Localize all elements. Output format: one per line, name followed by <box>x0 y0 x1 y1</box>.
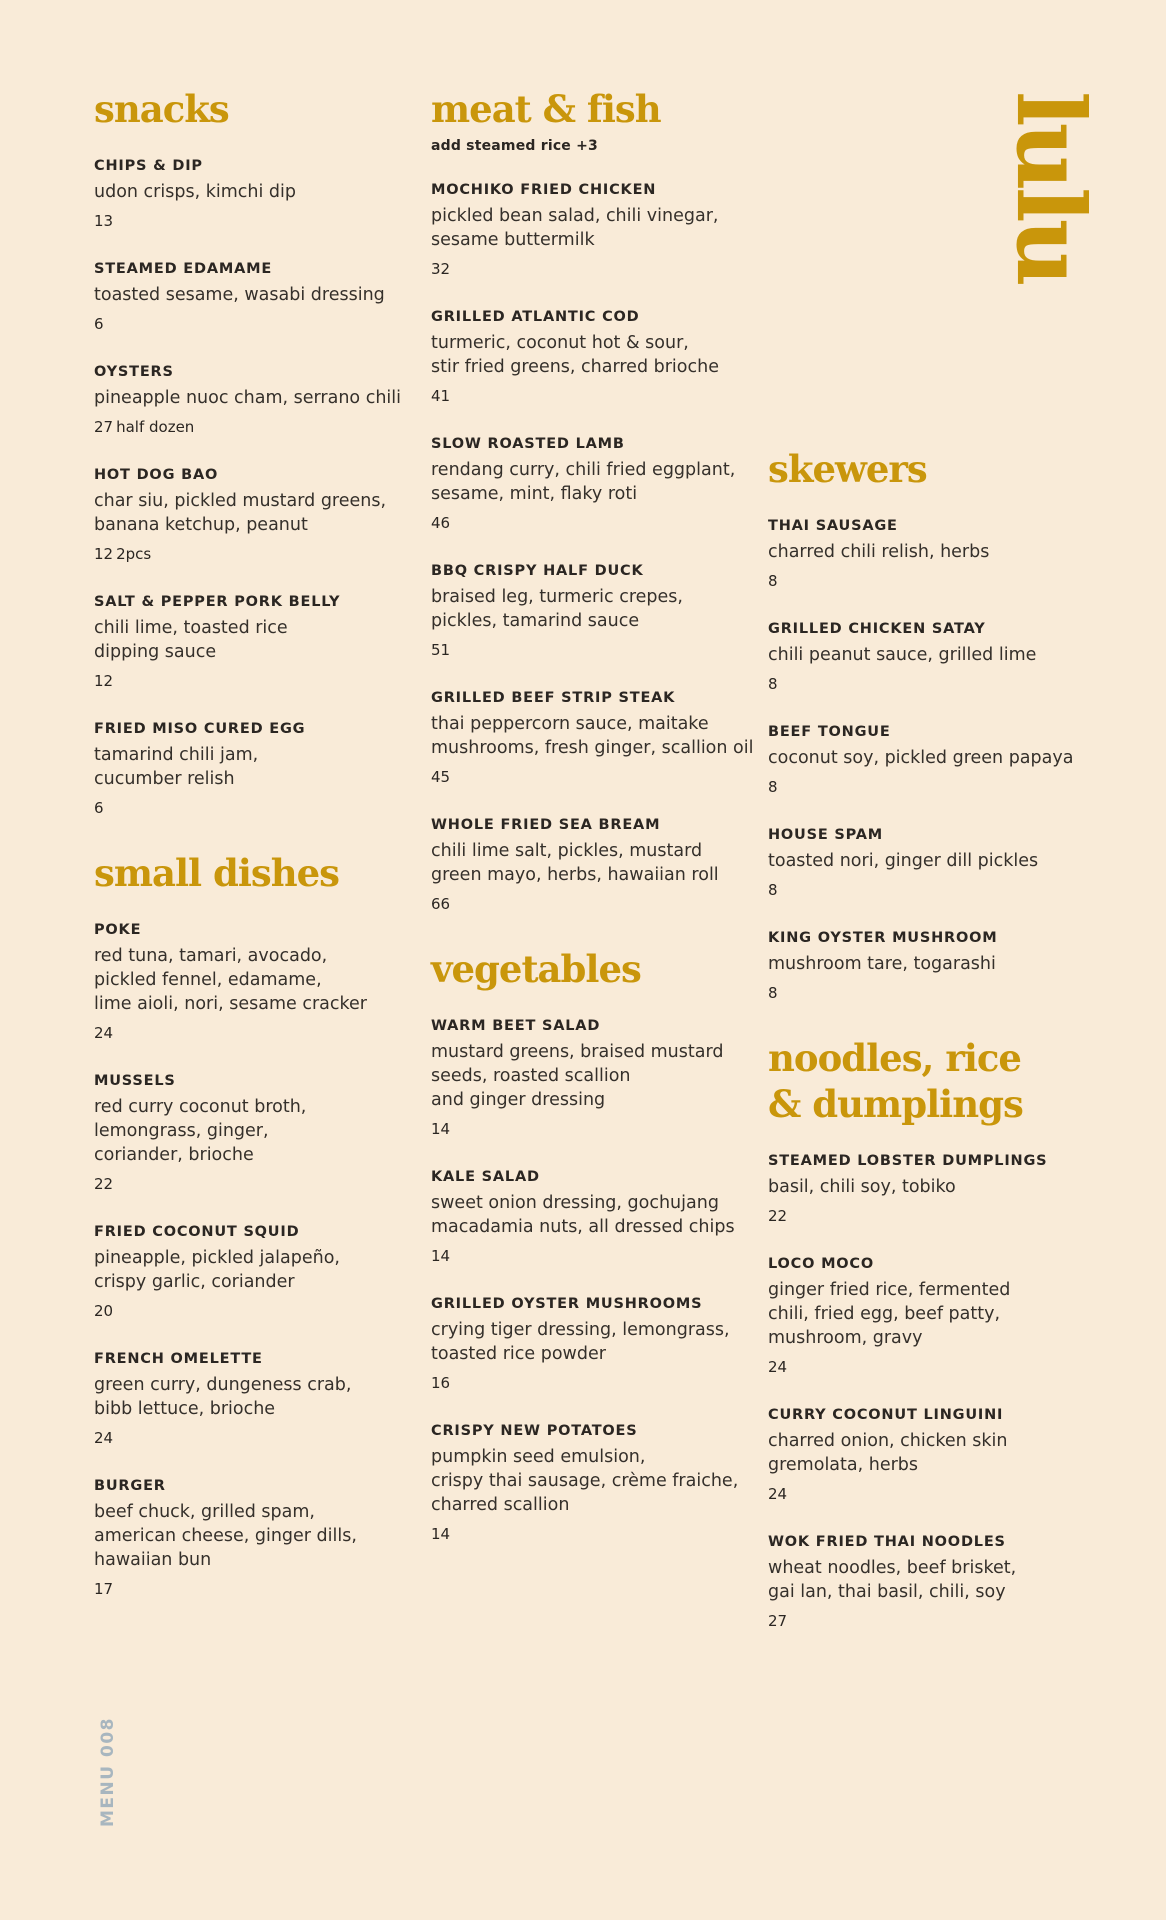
item-name: GRILLED ATLANTIC COD <box>431 309 640 325</box>
item-description: mushroom tare, togarashi <box>768 954 996 974</box>
item-name: POKE <box>94 922 142 938</box>
item-price-row <box>94 1428 414 1448</box>
item-description: chili peanut sauce, grilled lime <box>768 645 1037 665</box>
item-price: 12 <box>94 672 114 690</box>
item-description: pickled bean salad, chili vinegar, sesame buttermilk <box>431 206 719 250</box>
item-price-row <box>768 880 1098 900</box>
item-description: chili lime, toasted rice dipping sauce <box>94 618 288 662</box>
item-price: 6 <box>94 799 104 817</box>
menu-item <box>94 593 414 691</box>
menu-item <box>768 1533 1098 1631</box>
item-description: char siu, pickled mustard greens, banana ketchup, peanut <box>94 491 387 535</box>
item-description: rendang curry, chili fried eggplant, sesame, mint, flaky roti <box>431 460 736 504</box>
item-name: FRIED COCONUT SQUID <box>94 1224 300 1240</box>
item-price: 66 <box>431 895 451 913</box>
section-title: vegetables <box>431 947 641 991</box>
item-price: 8 <box>768 984 778 1002</box>
item-description: coconut soy, pickled green papaya <box>768 748 1074 768</box>
item-description: pumpkin seed emulsion, crispy thai sausage, crème fraiche, charred scallion <box>431 1447 739 1515</box>
item-name: THAI SAUSAGE <box>768 518 898 534</box>
item-name: KING OYSTER MUSHROOM <box>768 930 998 946</box>
item-price: 24 <box>94 1024 114 1042</box>
item-price: 8 <box>768 778 778 796</box>
item-price-row <box>431 1119 761 1139</box>
item-price-row <box>768 777 1098 797</box>
item-name: BURGER <box>94 1478 166 1494</box>
item-name: MUSSELS <box>94 1073 176 1089</box>
item-price-row <box>94 1023 414 1043</box>
menu-item <box>94 720 414 818</box>
item-description: crying tiger dressing, lemongrass, toasted rice powder <box>431 1320 730 1364</box>
item-price-row <box>431 1246 761 1266</box>
item-price-row <box>94 1174 414 1194</box>
item-description: wheat noodles, beef brisket, gai lan, thai basil, chili, soy <box>768 1558 1017 1602</box>
menu-column-1 <box>94 86 414 1599</box>
item-description: red tuna, tamari, avocado, pickled fennel, edamame, lime aioli, nori, sesame cracker <box>94 946 367 1014</box>
item-price: 13 <box>94 212 114 230</box>
item-description: charred onion, chicken skin gremolata, herbs <box>768 1431 1008 1475</box>
item-name: HOUSE SPAM <box>768 827 884 843</box>
item-price-row <box>768 1611 1098 1631</box>
item-name: FRENCH OMELETTE <box>94 1351 263 1367</box>
item-name: OYSTERS <box>94 364 174 380</box>
item-price: 24 <box>768 1358 788 1376</box>
item-price: 6 <box>94 315 104 333</box>
item-price: 27 <box>94 418 114 436</box>
item-name: CRISPY NEW POTATOES <box>431 1423 638 1439</box>
section-title: skewers <box>768 447 927 491</box>
menu-item <box>431 1017 761 1139</box>
item-price: 14 <box>431 1247 451 1265</box>
menu-item <box>94 921 414 1043</box>
item-price: 22 <box>768 1207 788 1225</box>
section-title: noodles, rice & dumplings <box>768 1036 1023 1126</box>
menu-item <box>94 1223 414 1321</box>
item-price: 12 <box>94 545 114 563</box>
menu-item <box>431 1168 761 1266</box>
item-price: 8 <box>768 881 778 899</box>
menu-item <box>431 1295 761 1393</box>
item-price: 45 <box>431 768 451 786</box>
item-price: 51 <box>431 641 451 659</box>
menu-item <box>431 816 761 914</box>
menu-item <box>94 1477 414 1599</box>
item-description: ginger fried rice, fermented chili, fried egg, beef patty, mushroom, gravy <box>768 1280 1011 1348</box>
item-description: thai peppercorn sauce, maitake mushrooms, fresh ginger, scallion oil <box>431 714 754 758</box>
item-name: KALE SALAD <box>431 1169 540 1185</box>
item-name: LOCO MOCO <box>768 1256 874 1272</box>
item-price-row <box>94 798 414 818</box>
item-price-row <box>94 211 414 231</box>
item-price-row <box>768 1206 1098 1226</box>
item-description: pineapple nuoc cham, serrano chili <box>94 388 401 408</box>
item-price-row <box>768 1484 1098 1504</box>
menu-item <box>431 1422 761 1544</box>
item-description: green curry, dungeness crab, bibb lettuce, brioche <box>94 1375 352 1419</box>
menu-item <box>431 562 761 660</box>
item-price: 22 <box>94 1175 114 1193</box>
menu-item <box>94 1072 414 1194</box>
item-price: 14 <box>431 1525 451 1543</box>
menu-item <box>768 826 1098 900</box>
item-description: mustard greens, braised mustard seeds, roasted scallion and ginger dressing <box>431 1042 724 1110</box>
item-price: 8 <box>768 572 778 590</box>
item-price: 24 <box>94 1429 114 1447</box>
item-price-row <box>94 314 414 334</box>
item-price-row <box>431 259 761 279</box>
item-name: STEAMED LOBSTER DUMPLINGS <box>768 1153 1048 1169</box>
item-price-row <box>94 1301 414 1321</box>
item-name: GRILLED CHICKEN SATAY <box>768 621 986 637</box>
item-price: 46 <box>431 514 451 532</box>
menu-item <box>431 689 761 787</box>
item-price-row <box>94 544 414 564</box>
item-name: HOT DOG BAO <box>94 467 219 483</box>
item-price-note: half dozen <box>116 418 195 436</box>
item-price-row <box>431 894 761 914</box>
item-price: 14 <box>431 1120 451 1138</box>
item-price-row <box>94 417 414 437</box>
menu-item <box>431 435 761 533</box>
item-description: basil, chili soy, tobiko <box>768 1177 956 1197</box>
item-description: charred chili relish, herbs <box>768 542 990 562</box>
menu-item <box>94 157 414 231</box>
item-price: 20 <box>94 1302 114 1320</box>
menu-item <box>94 1350 414 1448</box>
menu-item <box>431 181 761 279</box>
item-name: MOCHIKO FRIED CHICKEN <box>431 182 657 198</box>
menu-section <box>768 446 1098 1003</box>
menu-section <box>431 946 761 1544</box>
menu-item <box>768 929 1098 1003</box>
menu-item <box>768 620 1098 694</box>
item-description: tamarind chili jam, cucumber relish <box>94 745 259 789</box>
item-price: 16 <box>431 1374 451 1392</box>
menu-section <box>94 850 414 1599</box>
item-price: 27 <box>768 1612 788 1630</box>
menu-item <box>768 1152 1098 1226</box>
item-price: 24 <box>768 1485 788 1503</box>
section-title: small dishes <box>94 851 339 895</box>
item-name: WARM BEET SALAD <box>431 1018 601 1034</box>
item-name: SALT & PEPPER PORK BELLY <box>94 594 341 610</box>
item-name: CURRY COCONUT LINGUINI <box>768 1407 1004 1423</box>
item-name: FRIED MISO CURED EGG <box>94 721 306 737</box>
item-price-row <box>768 983 1098 1003</box>
item-description: udon crisps, kimchi dip <box>94 182 296 202</box>
section-title: meat & fish <box>431 87 661 131</box>
item-price: 8 <box>768 675 778 693</box>
menu-item <box>94 466 414 564</box>
logo-wordmark: lulu <box>995 90 1105 284</box>
item-price-row <box>431 386 761 406</box>
menu-section <box>94 86 414 818</box>
item-description: toasted sesame, wasabi dressing <box>94 285 385 305</box>
item-description: toasted nori, ginger dill pickles <box>768 851 1039 871</box>
item-price-row <box>768 571 1098 591</box>
section-note: add steamed rice +3 <box>431 138 598 154</box>
item-price-row <box>94 671 414 691</box>
item-name: BBQ CRISPY HALF DUCK <box>431 563 644 579</box>
item-description: red curry coconut broth, lemongrass, ginger, coriander, brioche <box>94 1097 307 1165</box>
menu-column-2 <box>431 86 761 1544</box>
menu-section <box>768 1035 1098 1631</box>
menu-item <box>768 517 1098 591</box>
menu-item <box>768 1255 1098 1377</box>
item-name: GRILLED OYSTER MUSHROOMS <box>431 1296 703 1312</box>
item-name: WHOLE FRIED SEA BREAM <box>431 817 661 833</box>
item-name: WOK FRIED THAI NOODLES <box>768 1534 1006 1550</box>
item-price: 41 <box>431 387 451 405</box>
item-price-note: 2pcs <box>116 545 152 563</box>
item-name: GRILLED BEEF STRIP STEAK <box>431 690 676 706</box>
section-title: snacks <box>94 87 229 131</box>
item-name: SLOW ROASTED LAMB <box>431 436 625 452</box>
item-description: pineapple, pickled jalapeño, crispy garlic, coriander <box>94 1248 340 1292</box>
item-price-row <box>431 767 761 787</box>
item-name: BEEF TONGUE <box>768 724 891 740</box>
menu-item <box>431 308 761 406</box>
item-description: beef chuck, grilled spam, american cheese, ginger dills, hawaiian bun <box>94 1502 357 1570</box>
menu-column-3 <box>768 446 1098 1631</box>
menu-item <box>768 1406 1098 1504</box>
item-description: braised leg, turmeric crepes, pickles, tamarind sauce <box>431 587 683 631</box>
menu-item <box>768 723 1098 797</box>
menu-item <box>94 363 414 437</box>
item-description: chili lime salt, pickles, mustard green mayo, herbs, hawaiian roll <box>431 841 719 885</box>
item-price-row <box>768 674 1098 694</box>
item-price: 17 <box>94 1580 114 1598</box>
item-name: STEAMED EDAMAME <box>94 261 273 277</box>
item-description: sweet onion dressing, gochujang macadamia nuts, all dressed chips <box>431 1193 735 1237</box>
menu-item <box>94 260 414 334</box>
menu-code-label: MENU 008 <box>98 1717 118 1827</box>
item-price: 32 <box>431 260 451 278</box>
item-price-row <box>431 640 761 660</box>
item-name: CHIPS & DIP <box>94 158 203 174</box>
item-price-row <box>431 1373 761 1393</box>
item-description: turmeric, coconut hot & sour, stir fried greens, charred brioche <box>431 333 719 377</box>
menu-section <box>431 86 761 914</box>
item-price-row <box>94 1579 414 1599</box>
item-price-row <box>431 513 761 533</box>
item-price-row <box>768 1357 1098 1377</box>
item-price-row <box>431 1524 761 1544</box>
